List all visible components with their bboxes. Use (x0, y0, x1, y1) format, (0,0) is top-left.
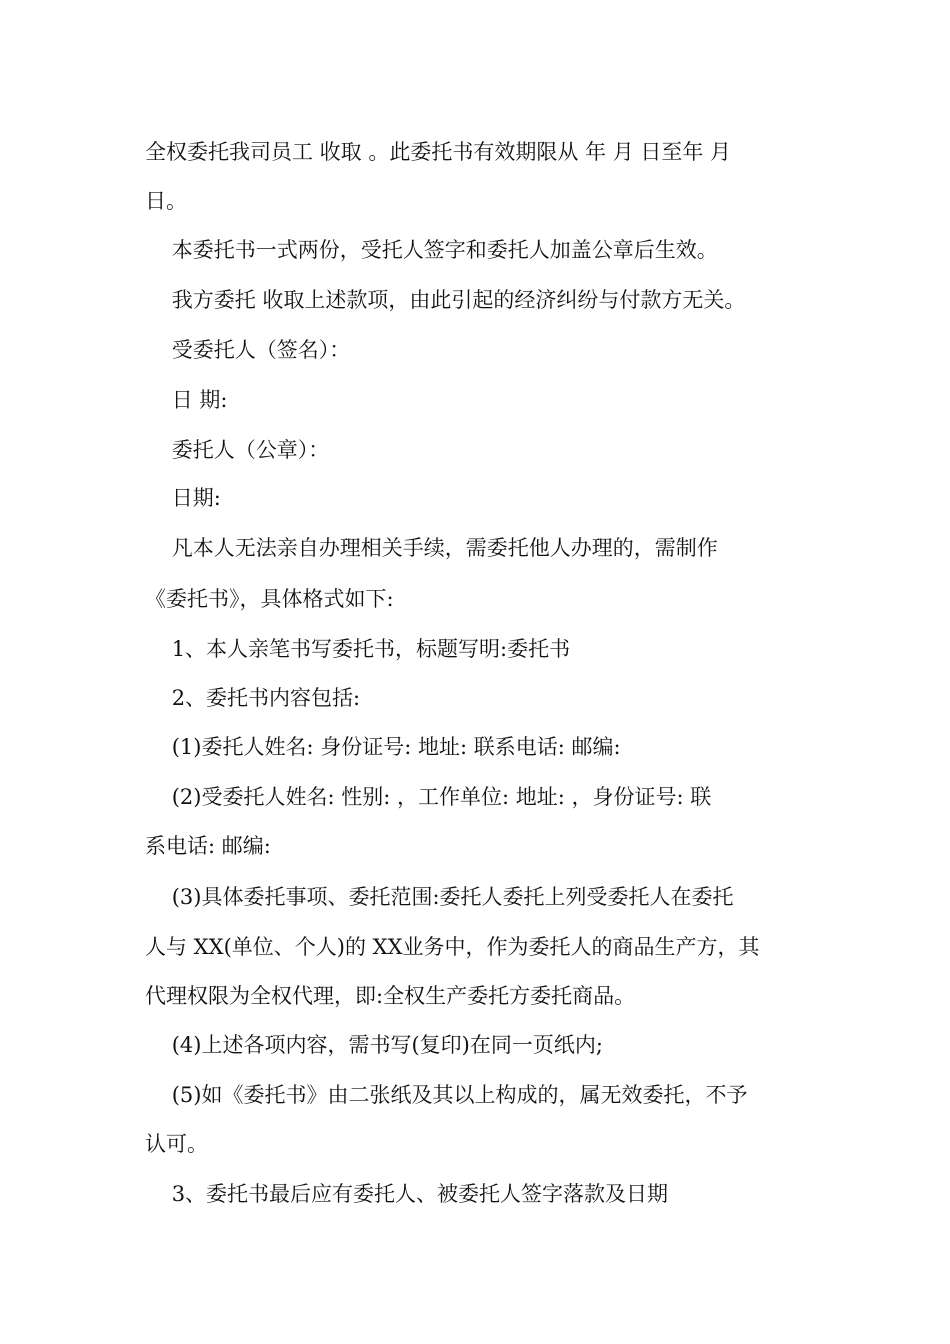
text-line: (5)如《委托书》由二张纸及其以上构成的，属无效委托，不予 (145, 1083, 748, 1107)
text-line: 凡本人无法亲自办理相关手续，需委托他人办理的，需制作 (145, 536, 718, 560)
text-line: 日 期: (145, 388, 228, 412)
text-line: 日。 (145, 189, 187, 213)
text-line: 3、委托书最后应有委托人、被委托人签字落款及日期 (145, 1182, 669, 1206)
text-line: 人与 XX(单位、个人)的 XX业务中，作为委托人的商品生产方，其 (145, 935, 760, 959)
text-line: 日期: (145, 486, 221, 510)
text-line: 受委托人（签名）： (145, 338, 351, 362)
text-line: 2、委托书内容包括: (145, 686, 361, 710)
text-line: (3)具体委托事项、委托范围:委托人委托上列受委托人在委托 (145, 885, 734, 909)
text-line: 系电话: 邮编: (145, 834, 271, 858)
text-line: 本委托书一式两份，受托人签字和委托人加盖公章后生效。 (145, 238, 718, 262)
text-line: 认可。 (145, 1132, 208, 1156)
text-line: (2)受委托人姓名: 性别: ，工作单位: 地址: ，身份证号: 联 (145, 785, 712, 809)
text-line: 1、本人亲笔书写委托书，标题写明:委托书 (145, 637, 571, 661)
text-line: 全权委托我司员工 收取 。此委托书有效期限从 年 月 日至年 月 (145, 140, 732, 164)
text-line: 《委托书》，具体格式如下: (145, 587, 394, 611)
text-line: (1)委托人姓名: 身份证号: 地址: 联系电话: 邮编: (145, 735, 621, 759)
text-line: (4)上述各项内容，需书写(复印)在同一页纸内; (145, 1033, 603, 1057)
text-line: 委托人（公章）： (145, 438, 330, 462)
text-line: 我方委托 收取上述款项，由此引起的经济纠纷与付款方无关。 (145, 288, 746, 312)
text-line: 代理权限为全权代理，即:全权生产委托方委托商品。 (145, 984, 636, 1008)
